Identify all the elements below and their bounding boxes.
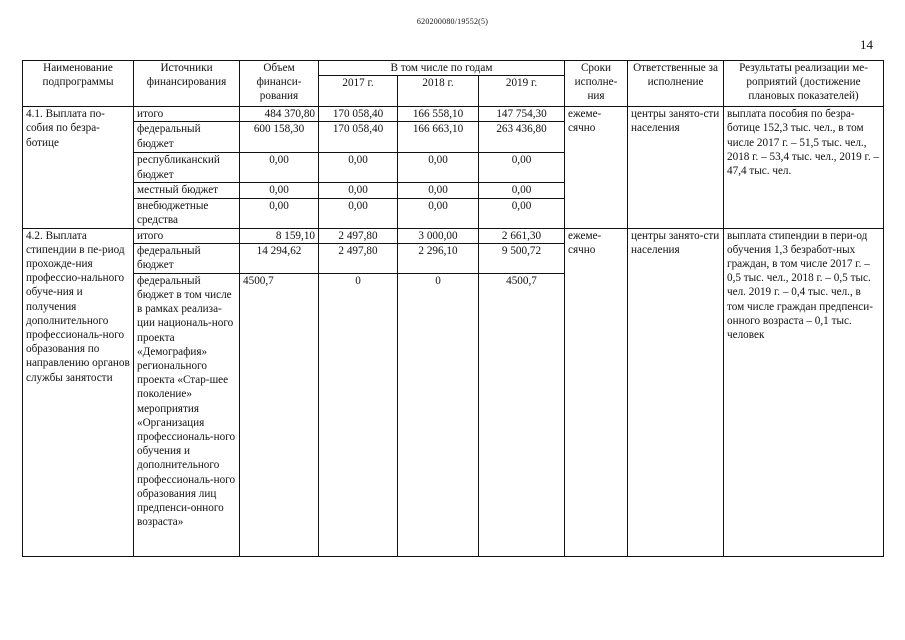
- year-2019-cell: 9 500,72: [479, 243, 565, 273]
- terms-cell: ежеме-сячно: [565, 228, 628, 556]
- header-2018: 2018 г.: [398, 76, 479, 107]
- table-row: [23, 107, 884, 122]
- volume-cell: 8 159,10: [240, 228, 319, 243]
- header-2017: 2017 г.: [319, 76, 398, 107]
- source-cell: местный бюджет: [134, 183, 240, 198]
- subprogram-name: 4.2. Выплата стипендии в пе-риод прохожде-ния профессио-нального обуче-ния и получения дополнительного профессиональ-ного образования по направлению органов службы занятости: [23, 228, 134, 556]
- year-2017-cell: 0: [319, 273, 398, 556]
- year-2019-cell: 2 661,30: [479, 228, 565, 243]
- responsible-cell: центры занято-сти населения: [628, 228, 724, 556]
- header-results: Результаты реализации ме-роприятий (достижение плановых показателей): [724, 61, 884, 107]
- header-years-group: В том числе по годам: [319, 61, 565, 76]
- year-2017-cell: 170 058,40: [319, 122, 398, 153]
- document-code: 620200080/19552(5): [416, 17, 489, 26]
- page-number: 14: [860, 37, 873, 52]
- year-2019-cell: 0,00: [479, 198, 565, 228]
- year-2018-cell: 0,00: [398, 153, 479, 183]
- year-2018-cell: 166 663,10: [398, 122, 479, 153]
- year-2017-cell: 0,00: [319, 183, 398, 198]
- source-cell: республиканский бюджет: [134, 153, 240, 183]
- year-2018-cell: 3 000,00: [398, 228, 479, 243]
- header-sources: Источники финансирования: [134, 61, 240, 107]
- program-table: [22, 60, 884, 557]
- terms-cell: ежеме-сячно: [565, 107, 628, 228]
- results-cell: выплата стипендии в пери-од обучения 1,3 безработ-ных граждан, в том числе 2017 г. – 0,5 тыс. чел., 2018 г. – 0,5 тыс. чел. 2019 г. – 0,4 тыс. чел., в том числе граждан предпенси-онного возраста – 0,1 тыс. человек: [724, 228, 884, 556]
- volume-cell: 0,00: [240, 183, 319, 198]
- responsible-cell: центры занято-сти населения: [628, 107, 724, 228]
- volume-cell: 0,00: [240, 153, 319, 183]
- year-2018-cell: 0,00: [398, 198, 479, 228]
- year-2017-cell: 2 497,80: [319, 243, 398, 273]
- year-2019-cell: 263 436,80: [479, 122, 565, 153]
- source-cell: федеральный бюджет: [134, 243, 240, 273]
- subprogram-name: 4.1. Выплата по-собия по безра-ботице: [23, 107, 134, 228]
- year-2017-cell: 2 497,80: [319, 228, 398, 243]
- source-cell: итого: [134, 107, 240, 122]
- header-terms: Сроки исполне-ния: [565, 61, 628, 107]
- year-2017-cell: 170 058,40: [319, 107, 398, 122]
- year-2018-cell: 2 296,10: [398, 243, 479, 273]
- header-2019: 2019 г.: [479, 76, 565, 107]
- volume-cell: 14 294,62: [240, 243, 319, 273]
- source-cell: федеральный бюджет в том числе в рамках реализа-ции националь-ного проекта «Демография» регионального проекта «Стар-шее поколение» мероприятия «Организация профессиональ-ного обучения и дополнительного профессиональ-ного образования лиц предпенси-онного возраста»: [134, 273, 240, 556]
- results-cell: выплата пособия по безра-ботице 152,3 тыс. чел., в том числе 2017 г. – 51,5 тыс. чел., 2018 г. – 53,4 тыс. чел., 2019 г. – 47,4 тыс. чел.: [724, 107, 884, 228]
- volume-cell: 484 370,80: [240, 107, 319, 122]
- header-volume: Объем финанси-рования: [240, 61, 319, 107]
- volume-cell: 0,00: [240, 198, 319, 228]
- year-2018-cell: 166 558,10: [398, 107, 479, 122]
- source-cell: итого: [134, 228, 240, 243]
- header-row-1: [23, 61, 884, 76]
- year-2018-cell: 0,00: [398, 183, 479, 198]
- year-2019-cell: 0,00: [479, 183, 565, 198]
- volume-cell: 4500,7: [240, 273, 319, 556]
- table-row: [23, 228, 884, 243]
- year-2019-cell: 4500,7: [479, 273, 565, 556]
- header-name: Наименование подпрограммы: [23, 61, 134, 107]
- source-cell: внебюджетные средства: [134, 198, 240, 228]
- year-2019-cell: 0,00: [479, 153, 565, 183]
- header-responsible: Ответственные за исполнение: [628, 61, 724, 107]
- year-2017-cell: 0,00: [319, 198, 398, 228]
- year-2018-cell: 0: [398, 273, 479, 556]
- year-2019-cell: 147 754,30: [479, 107, 565, 122]
- source-cell: федеральный бюджет: [134, 122, 240, 153]
- volume-cell: 600 158,30: [240, 122, 319, 153]
- year-2017-cell: 0,00: [319, 153, 398, 183]
